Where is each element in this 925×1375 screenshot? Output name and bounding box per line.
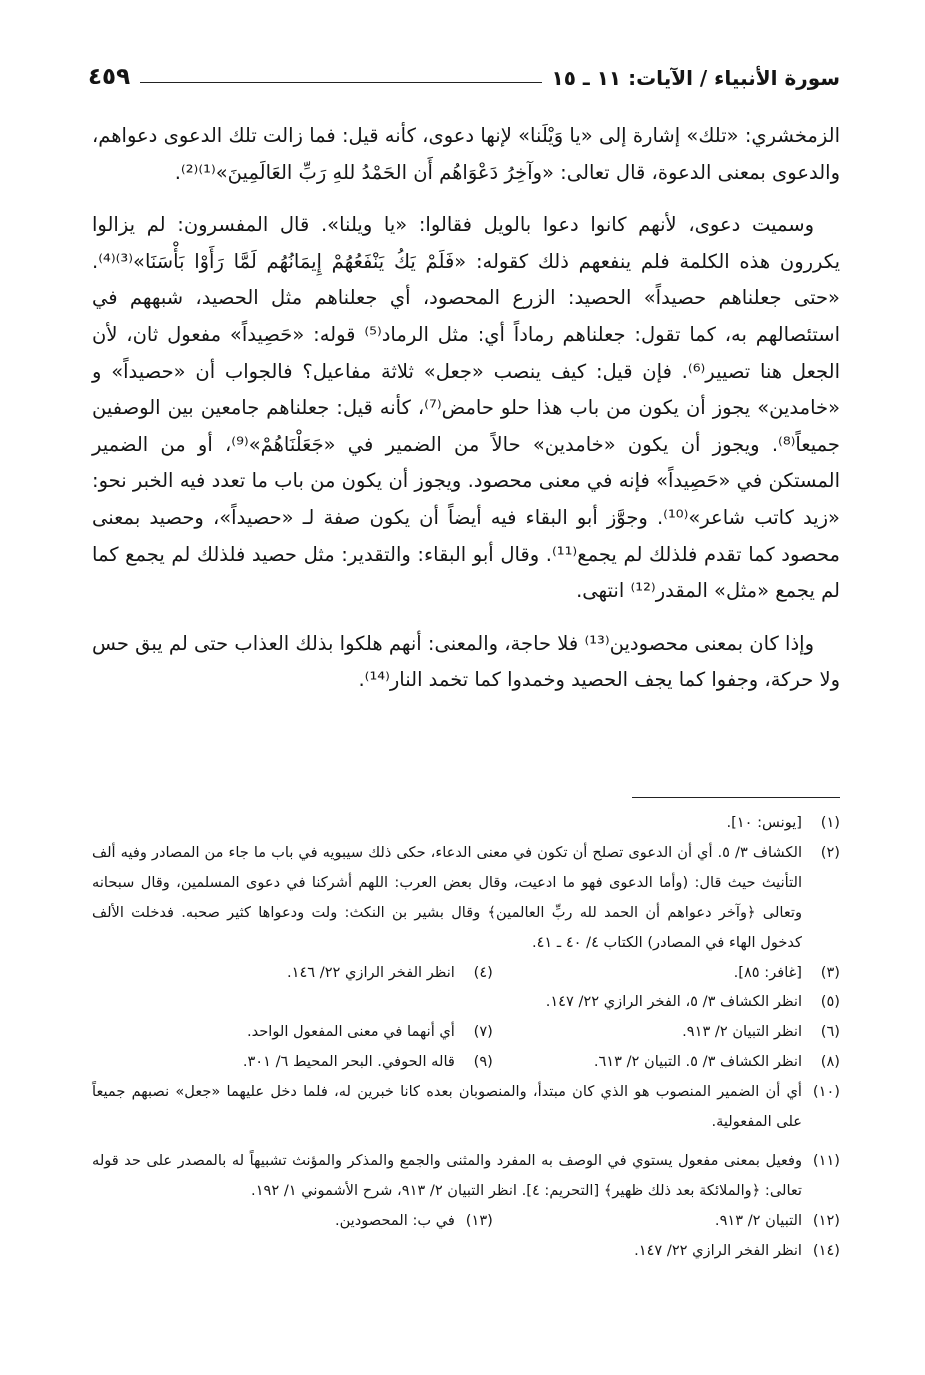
footnote-number: (٤): [473, 963, 493, 981]
footnote-separator: [632, 797, 840, 798]
footnote-14: [92, 1236, 840, 1266]
footnote-text: في ب: المحصودين.: [334, 1211, 455, 1229]
footnote-13: [92, 1206, 493, 1236]
footnote-number: (٧): [473, 1023, 493, 1041]
footnote-text: أي أنهما في معنى المفعول الواحد.: [246, 1023, 455, 1041]
footnote-text: وفعيل بمعنى مفعول يستوي في الوصف به المفرد والمثنى والجمع والمذكر والمؤنث تشبيهاً له بالمصدر على حد قوله تعالى: ﴿والملائكة بعد ذلك ظهير﴾ [التحريم: ٤]. انظر التبيان ٢/ ٩١٣، شرح الأشموني ١/ ١٩٢.: [92, 1151, 802, 1199]
footnote-text: [غافر: ٨٥].: [733, 963, 802, 981]
footnote-row: [92, 1206, 840, 1236]
footnotes: [92, 808, 840, 1266]
footnote-text: انظر الكشاف ٣/ ٥، الفخر الرازي ٢٢/ ١٤٧.: [545, 993, 802, 1011]
footnote-text: التبيان ٢/ ٩١٣.: [714, 1211, 802, 1229]
paragraph-2: وسميت دعوى، لأنهم كانوا دعوا بالويل فقالوا: «يا ويلنا». قال المفسرون: لم يزالوا يكررون هذه الكلمة فلم ينفعهم ذلك كقوله: «فَلَمْ يَكُ يَنْفَعُهُمْ إِيمَانُهُم لَمَّا رَأَوْا بَأْسَنَا»⁽³⁾⁽⁴⁾. «حتى جعلناهم حصيداً» الحصيد: الزرع المحصود، أي جعلناهم مثل الحصيد، شبههم في استئصالهم به، كما تقول: جعلناهم رماداً أي: مثل الرماد⁽⁵⁾ قوله: «حَصِيداً» مفعول ثان، لأن الجعل هنا تصيير⁽⁶⁾. فإن قيل: كيف ينصب «جعل» ثلاثة مفاعيل؟ فالجواب أن «حصيداً» و «خامدين» يجوز أن يكون من باب هذا حلو حامض⁽⁷⁾، كأنه قيل: جعلناهم جامعين بين الوصفين جميعاً⁽⁸⁾. ويجوز أن يكون «خامدين» حالاً من الضمير في «جَعَلْنَاهُمْ»⁽⁹⁾، أو من الضمير المستكن في «حَصِيداً» فإنه في معنى محصود. ويجوز أن يكون من باب ما تعدد فيه الخبر نحو: «زيد كاتب شاعر»⁽¹⁰⁾. وجوَّز أبو البقاء فيه أيضاً أن يكون صفة لـ «حصيداً»، وحصيد بمعنى محصود كما تقدم فلذلك لم يجمع⁽¹¹⁾. وقال أبو البقاء: والتقدير: مثل حصيد فلذلك لم يجمع كما لم يجمع «مثل» المقدر⁽¹²⁾ انتهى.: [92, 213, 840, 603]
footnote-7: [92, 1017, 493, 1047]
main-text: [92, 118, 840, 715]
footnote-row: [92, 958, 840, 988]
footnote-number: (٣): [820, 963, 840, 981]
footnote-number: (٨): [820, 1053, 840, 1071]
footnote-number: (١٤): [812, 1241, 840, 1259]
footnote-number: (٢): [820, 843, 840, 861]
footnote-text: الكشاف ٣/ ٥. أي أن الدعوى تصلح أن تكون في معنى الدعاء، حكى ذلك سيبويه في باب ما جاء من المصادر وفيه ألف التأنيث حيث قال: (وأما الدعوى فهو ما ادعيت، وقال بعض العرب: اللهم أشركنا في دعوى المسلمين، وقال سبحانه وتعالى ﴿وآخر دعواهم أن الحمد لله ربِّ العالمين﴾ وقال بشير بن النكث: ولت ودعواها كثير صحبه. فدخلت الألف كدخول الهاء في المصادر) الكتاب ٤/ ٤٠ ـ ٤١.: [92, 843, 802, 951]
footnote-8: [493, 1047, 840, 1077]
page-number: ٤٥٩: [88, 64, 131, 90]
footnote-1: [92, 808, 840, 838]
footnote-number: (٩): [473, 1053, 493, 1071]
header-rule: [140, 82, 541, 83]
footnote-number: (١٣): [465, 1211, 493, 1229]
paragraph-1: الزمخشري: «تلك» إشارة إلى «يا وَيْلَنا» لإنها دعوى، كأنه قيل: فما زالت تلك الدعوى دعواهم، والدعوى بمعنى الدعوة، قال تعالى: «وآخِرُ دَعْوَاهُم أَن الحَمْدُ للهِ رَبِّ العَالَمِينَ»⁽¹⁾⁽²⁾.: [92, 124, 840, 184]
footnote-11: [92, 1146, 840, 1206]
footnote-text: أي أن الضمير المنصوب هو الذي كان مبتدأ، والمنصوبان بعده كانا خبرين له، فلما دخل عليهما «جعل» نصبهم جميعاً على المفعولية.: [92, 1083, 802, 1131]
footnote-number: (١٠): [812, 1083, 840, 1101]
footnote-9: [92, 1047, 493, 1077]
footnote-row: [92, 1017, 840, 1047]
footnote-2: [92, 838, 840, 958]
footnote-number: (١٢): [812, 1211, 840, 1229]
footnote-row: [92, 1047, 840, 1077]
footnote-10: [92, 1077, 840, 1137]
footnote-number: (٥): [820, 993, 840, 1011]
surah-header-title: سورة الأنبياء / الآيات: ١١ ـ ١٥: [551, 66, 840, 90]
footnote-text: [يونس: ١٠].: [726, 814, 802, 831]
paragraph-3: وإذا كان بمعنى محصودين⁽¹³⁾ فلا حاجة، والمعنى: أنهم هلكوا بذلك العذاب حتى لم يبق حس ولا حركة، وجفوا كما يجف الحصيد وخمدوا كما تخمد النار⁽¹⁴⁾.: [92, 631, 840, 692]
footnote-text: انظر الفخر الرازي ٢٢/ ١٤٦.: [286, 963, 455, 981]
footnote-number: (١): [820, 814, 840, 831]
running-head: [88, 56, 840, 90]
footnote-12: [493, 1206, 840, 1236]
footnote-3: [493, 958, 840, 988]
footnote-5: [92, 987, 840, 1017]
footnote-6: [493, 1017, 840, 1047]
footnote-number: (١١): [812, 1151, 840, 1169]
footnote-number: (٦): [820, 1023, 840, 1041]
footnote-4: [92, 958, 493, 988]
footnote-text: انظر الفخر الرازي ٢٢/ ١٤٧.: [634, 1241, 802, 1259]
footnote-text: قاله الحوفي. البحر المحيط ٦/ ٣٠١.: [242, 1053, 455, 1071]
footnote-text: انظر الكشاف ٣/ ٥. التبيان ٢/ ٦١٣.: [593, 1053, 802, 1071]
footnote-text: انظر التبيان ٢/ ٩١٣.: [682, 1023, 802, 1041]
